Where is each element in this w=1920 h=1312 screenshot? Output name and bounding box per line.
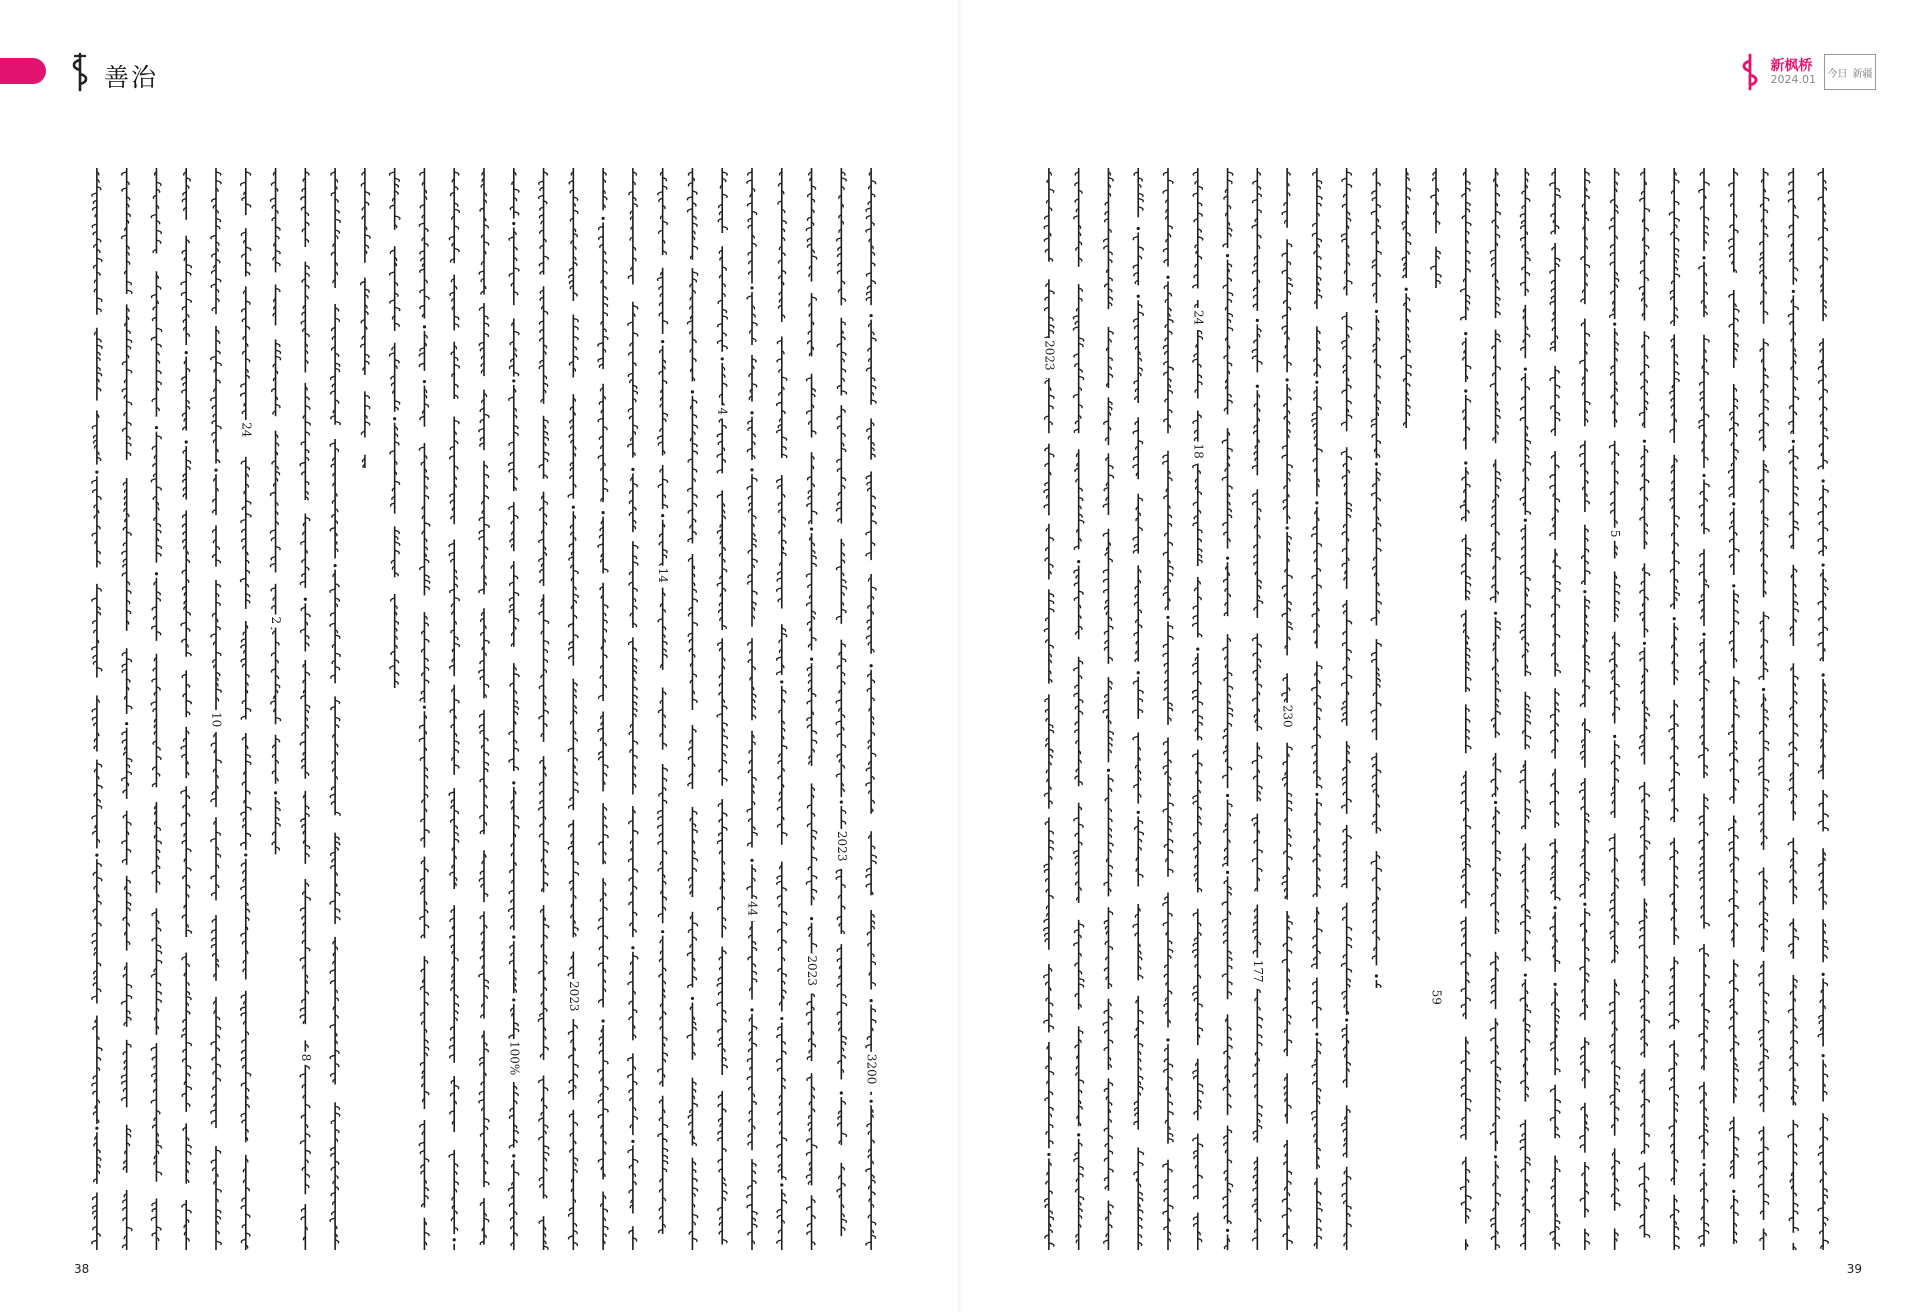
script-column — [1608, 168, 1623, 1250]
script-column — [568, 168, 578, 1250]
script-column — [419, 168, 430, 1250]
script-column — [507, 168, 522, 1250]
script-column — [330, 168, 341, 1250]
script-column — [1431, 168, 1441, 288]
inline-number: 2023 — [1042, 340, 1057, 371]
script-column — [1580, 168, 1590, 1250]
brand-title: 新枫桥 — [1770, 57, 1813, 74]
script-column — [657, 168, 667, 1234]
script-column — [1818, 168, 1829, 1250]
script-column — [1788, 168, 1799, 1250]
left-page-vertical-script — [82, 168, 886, 1250]
script-column — [1222, 168, 1233, 1250]
script-column — [181, 168, 192, 1250]
script-column — [1163, 168, 1174, 1250]
brand-issue: 2024.01 — [1770, 72, 1816, 86]
script-column — [747, 168, 757, 1250]
script-column — [836, 168, 847, 1236]
script-column — [1341, 168, 1352, 1250]
script-column — [1490, 168, 1501, 1250]
script-column — [687, 168, 698, 1250]
brand-seal-char: 今日 — [1827, 68, 1848, 80]
script-column — [1073, 168, 1084, 1250]
script-column — [1312, 168, 1323, 1249]
left-page-text-block — [82, 168, 886, 1250]
inline-number: 24 — [239, 422, 254, 438]
script-column — [239, 168, 254, 1250]
script-column — [1252, 168, 1263, 1250]
page-number-left: 38 — [74, 1262, 90, 1276]
script-column — [1550, 168, 1561, 1250]
inline-number: 10 — [209, 712, 224, 728]
script-column — [1401, 168, 1411, 428]
script-column — [805, 168, 820, 1250]
script-column — [270, 168, 280, 854]
inline-number: 8 — [298, 1053, 313, 1062]
inline-number: 230 — [1280, 704, 1295, 728]
inline-number: 177 — [1250, 959, 1265, 983]
script-column — [211, 168, 222, 1250]
script-column — [1669, 168, 1680, 1250]
inline-number: 44 — [745, 900, 760, 917]
script-column — [1042, 168, 1057, 1250]
script-column — [538, 168, 549, 1250]
script-column — [1728, 168, 1739, 1244]
brand-seal-char: 新疆 — [1852, 68, 1873, 80]
magazine-brand — [1737, 52, 1877, 92]
section-title: 善治 — [104, 63, 159, 92]
script-column — [776, 168, 786, 1250]
script-column — [1758, 168, 1769, 1250]
page-number-right: 39 — [1846, 1262, 1862, 1276]
right-page-vertical-script — [1034, 168, 1838, 1250]
mongolian-script-brand-icon — [1737, 52, 1763, 92]
script-column — [1103, 168, 1113, 1250]
brand-name-block — [1771, 59, 1817, 85]
script-column — [1520, 168, 1531, 1250]
script-column — [1371, 168, 1381, 988]
script-column — [361, 168, 371, 468]
script-column — [1460, 168, 1471, 1250]
script-column — [1639, 168, 1650, 1238]
page-gutter — [958, 0, 962, 1312]
inline-number: 2 — [269, 616, 284, 625]
inline-number: 2023 — [834, 830, 849, 862]
script-column — [151, 168, 162, 1250]
script-column — [598, 168, 608, 1250]
inline-number: 2023 — [805, 955, 820, 986]
script-column — [449, 168, 460, 1250]
script-column — [389, 168, 400, 688]
inline-number: 14 — [656, 567, 671, 583]
script-column — [717, 168, 728, 1245]
script-column — [300, 168, 310, 1250]
script-column — [1191, 168, 1206, 1250]
inline-number: 59 — [1429, 989, 1444, 1005]
section-tab-marker — [0, 58, 46, 84]
script-column — [1133, 168, 1144, 1250]
inline-number: 24 — [1191, 310, 1206, 326]
script-column — [628, 168, 638, 1250]
script-column — [479, 168, 490, 1245]
inline-number: 3200 — [864, 1053, 879, 1085]
inline-number: 2023 — [566, 981, 581, 1012]
brand-seal — [1824, 54, 1876, 90]
inline-number: 18 — [1191, 443, 1206, 459]
inline-number: 5 — [1608, 529, 1623, 538]
mongolian-script-mark-icon — [66, 52, 94, 92]
script-column — [1699, 168, 1710, 1247]
right-page-text-block — [1034, 168, 1838, 1250]
inline-number: 4 — [715, 407, 730, 416]
inline-number: 100% — [507, 1041, 522, 1076]
script-column — [121, 168, 132, 1250]
script-column — [92, 168, 103, 1250]
